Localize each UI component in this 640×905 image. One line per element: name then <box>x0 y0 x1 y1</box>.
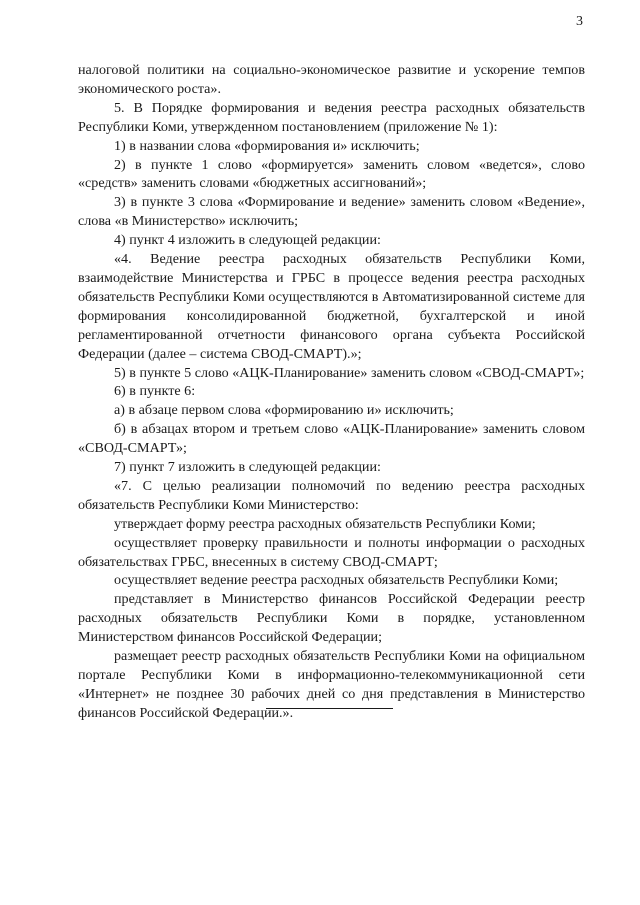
end-separator-line <box>266 708 393 709</box>
page-number: 3 <box>576 14 583 29</box>
paragraph-subitem-2: 2) в пункте 1 слово «формируется» заменить словом «ведется», слово «средств» заменить словами «бюджетных ассигнований»; <box>78 156 585 192</box>
paragraph-duty-publish: размещает реестр расходных обязательств Республики Коми на официальном портале Республики Коми в информационно-телекоммуникационной сети «Интернет» не позднее 30 рабочих дней со дня представления в Министерство финансов Российской Федерации.». <box>78 648 585 721</box>
paragraph-subitem-1: 1) в названии слова «формирования и» исключить; <box>114 137 420 154</box>
paragraph-duty-verify: осуществляет проверку правильности и полноты информации о расходных обязательствах ГРБС, внесенных в систему СВОД-СМАРТ; <box>78 534 585 570</box>
document-body <box>78 61 585 723</box>
paragraph-item-5: 5. В Порядке формирования и ведения реестра расходных обязательств Республики Коми, утвержденном постановлением (приложение № 1): <box>78 99 585 135</box>
paragraph-quoted-point-7: «7. С целью реализации полномочий по ведению реестра расходных обязательств Республики Коми Министерство: <box>78 477 585 513</box>
paragraph-subitem-4: 4) пункт 4 изложить в следующей редакции: <box>114 232 381 249</box>
paragraph-subitem-3: 3) в пункте 3 слова «Формирование и ведение» заменить словом «Ведение», слова «в Министерство» исключить; <box>78 194 585 230</box>
paragraph-quoted-point-4: «4. Ведение реестра расходных обязательств Республики Коми, взаимодействие Министерства и ГРБС в процессе ведения реестра расходных обязательств Республики Коми осуществляются в Автоматизированной системе для формирования консолидированной бюджетной, бухгалтерской и иной регламентированной отчетности финансового органа субъекта Российской Федерации (далее – система СВОД-СМАРТ).»; <box>78 251 585 362</box>
paragraph-subitem-6: 6) в пункте 6: <box>114 383 196 400</box>
paragraph-subitem-7: 7) пункт 7 изложить в следующей редакции: <box>114 459 381 476</box>
paragraph-duty-submit: представляет в Министерство финансов Российской Федерации реестр расходных обязательств Республики Коми в порядке, установленном Министерством финансов Российской Федерации; <box>78 591 585 646</box>
paragraph-subitem-6b: б) в абзацах втором и третьем слово «АЦК-Планирование» заменить словом «СВОД-СМАРТ»; <box>78 421 585 457</box>
paragraph-continuation: налоговой политики на социально-экономическое развитие и ускорение темпов экономического роста». <box>78 62 585 97</box>
paragraph-duty-maintain: осуществляет ведение реестра расходных обязательств Республики Коми; <box>114 572 559 589</box>
paragraph-subitem-5: 5) в пункте 5 слово «АЦК-Планирование» заменить словом «СВОД-СМАРТ»; <box>114 364 585 381</box>
paragraph-subitem-6a: а) в абзаце первом слова «формированию и» исключить; <box>114 402 454 419</box>
paragraph-duty-approve-form: утверждает форму реестра расходных обязательств Республики Коми; <box>114 515 536 532</box>
